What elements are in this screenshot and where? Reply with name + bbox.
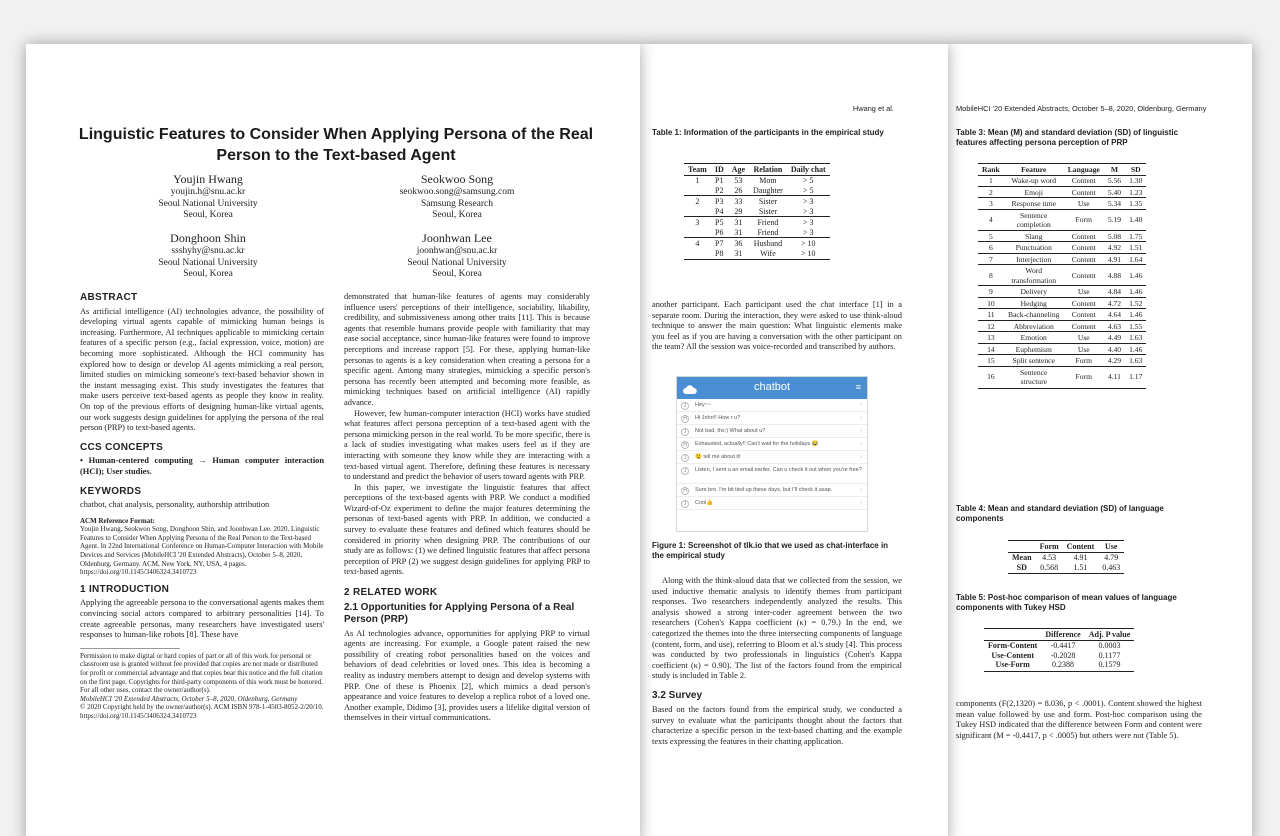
table-cell: 8: [978, 265, 1004, 286]
table-cell: Friend: [749, 217, 787, 228]
introduction-text: Applying the agreeable persona to the conversational agents makes them convincing social actors compared to arbitrary personalities [14]. To create agreeable personas, many researchers have investigated users' responses to human-like robots [8]. These have: [80, 598, 324, 640]
table-cell: Friend: [757, 227, 779, 237]
table-cell: Back-channeling: [1004, 309, 1064, 321]
table-cell: 12: [978, 320, 1004, 332]
table-header-row: [978, 164, 1146, 176]
table-cell: -0.4417: [1050, 641, 1076, 650]
table-cell: 1.40: [1125, 209, 1146, 230]
author-email: joonhwan@snu.ac.kr: [416, 246, 498, 256]
table-cell: 5.40: [1104, 186, 1125, 198]
table-cell: 4.72: [1104, 297, 1125, 309]
table-row: [684, 186, 830, 196]
avatar: J: [681, 500, 689, 508]
table-3-body: [978, 176, 1146, 389]
table-header-cell: [1008, 541, 1036, 553]
table-cell: Mom: [759, 176, 777, 185]
body-paragraph: However, few human-computer interaction (HCI) works have studied what features affect persona perception of a text-based agent with the persona mimicking person in the real world. To be more specific, there is a lack of studies investigating what makes users feel as if they are interacting with someone they know while they are interacting with a text-based virtual agent. Therefore, defining these features is necessary to understand and predict the behavior of users toward agents with PRP.: [344, 408, 590, 482]
introduction-heading: 1 INTRODUCTION: [80, 583, 170, 595]
body-paragraph: Based on the factors found from the empirical study, we conducted a survey to evaluate what the participants thought about the factors that characterize a specific person in the text-based chatting and the example texts expressing the features in their chatting application.: [652, 704, 902, 746]
table-header-cell: Language: [1064, 164, 1104, 176]
table-cell: 16: [978, 366, 1004, 388]
table-header-cell: Rank: [978, 164, 1004, 176]
table-header-cell: Age: [728, 164, 749, 176]
table-3-caption: Table 3: Mean (M) and standard deviation (SD) of linguistic features affecting persona perception of PRP: [956, 128, 1179, 147]
table-row: [978, 286, 1146, 298]
table-header-cell: Content: [1063, 541, 1099, 553]
table-cell: Punctuation: [1004, 242, 1064, 254]
author-location: Seoul, Korea: [183, 210, 233, 220]
table-cell: P7: [711, 238, 728, 249]
table-cell: > 3: [787, 196, 830, 207]
table-cell: 4.91: [1073, 553, 1088, 562]
table-row: [978, 186, 1146, 198]
table-cell: Mean: [1012, 553, 1032, 562]
chat-message: [677, 451, 867, 464]
table-4-caption: Table 4: Mean and standard deviation (SD) of language components: [956, 504, 1164, 523]
table-cell: 11: [978, 309, 1004, 321]
table-cell: 2: [684, 196, 711, 207]
table-cell: 4: [978, 209, 1004, 230]
table-cell: Form: [1064, 355, 1104, 367]
table-cell: 9: [978, 286, 1004, 298]
table-cell: > 10: [787, 238, 830, 249]
table-row: [984, 641, 1134, 651]
author-block: [357, 231, 557, 281]
avatar: J: [681, 467, 689, 475]
figure-1-caption: Figure 1: Screenshot of tlk.io that we used as chat-interface in the empirical study: [652, 541, 889, 560]
author-email: seokwoo.song@samsung.com: [399, 187, 515, 197]
table-cell: 4.84: [1104, 286, 1125, 298]
author-location: Seoul, Korea: [183, 269, 233, 279]
chat-screenshot: [676, 376, 868, 532]
table-cell: 5.34: [1104, 198, 1125, 210]
author-name: Seokwoo Song: [420, 172, 494, 186]
table-cell: 3: [978, 198, 1004, 210]
abstract-text: As artificial intelligence (AI) technologies advance, the possibility of developing virtual agents capable of mimicking human beings is increasing. Furthermore, AI techniques applicable to mimicking certain features of a specific person (e.g., facial expression, voice, motion) are becoming more sophisticated. Although the HCI community has explored how to design or develop AI agents mimicking a real person, limited studies on mimicking someone's text-based behavior shown in the instant messaging exist. This study investigates the features that make users perceive text-based agents as people they know in reality. On top of the previous efforts of designing human-like virtual agents, our work suggests design guidelines for applying the persona of the real person (PRP) to text-based agents.: [80, 306, 324, 433]
table-cell: 3: [684, 217, 711, 228]
table-cell: 1.30: [1129, 176, 1143, 185]
table-cell: 6: [978, 242, 1004, 254]
table-cell: Daughter: [753, 185, 783, 195]
table-cell: Content: [1064, 320, 1104, 332]
table-header-cell: Daily chat: [787, 164, 830, 176]
table-header-row: [984, 629, 1134, 641]
table-cell: Interjection: [1004, 253, 1064, 265]
paper-title: Linguistic Features to Consider When Applying Persona of the Real Person to the Text-based Agent: [78, 126, 594, 164]
table-cell: P3: [711, 196, 728, 207]
table-cell: Husband: [749, 238, 787, 249]
menu-icon[interactable]: ≡: [855, 382, 861, 392]
table-cell: Use: [1064, 332, 1104, 344]
author-name: Joonhwan Lee: [422, 231, 492, 245]
table-cell: Content: [1064, 242, 1104, 254]
table-row: [978, 242, 1146, 254]
chat-message-text: Exhausted, actually!! Can't wait for the holidays 😂: [695, 441, 819, 447]
table-row: [1008, 553, 1124, 563]
table-row: [684, 196, 830, 207]
paper-page-2: [640, 44, 948, 836]
table-cell: 4.92: [1104, 242, 1125, 254]
table-row: [684, 238, 830, 249]
table-cell: 4.91: [1104, 253, 1125, 265]
table-cell: P5: [711, 217, 728, 228]
table-cell: Euphemism: [1004, 343, 1064, 355]
table-cell: 4.79: [1104, 553, 1119, 562]
table-row: [1008, 563, 1124, 574]
table-cell: Use: [1064, 198, 1104, 210]
chevron-icon: ›: [860, 402, 862, 408]
table-row: [978, 309, 1146, 321]
table-cell: > 5: [803, 185, 814, 195]
table-cell: Form-Content: [988, 641, 1038, 650]
table-cell: 4: [684, 238, 711, 249]
table-cell: 0.1579: [1085, 660, 1135, 671]
chevron-icon: ›: [860, 500, 862, 506]
ccs-heading: CCS CONCEPTS: [80, 441, 164, 453]
table-row: [978, 355, 1146, 367]
author-org: Samsung Research: [420, 198, 494, 209]
table-cell: 15: [978, 355, 1004, 367]
table-cell: > 3: [803, 227, 814, 237]
author-org: Seoul National University: [158, 198, 258, 209]
table-header-cell: Feature: [1004, 164, 1064, 176]
table-cell: Use: [1064, 286, 1104, 298]
table-cell: Emotion: [1004, 332, 1064, 344]
author-name: Donghoon Shin: [170, 231, 246, 245]
table-cell: 1.46: [1125, 309, 1146, 321]
table-cell: 1.35: [1125, 198, 1146, 210]
table-cell: > 3: [787, 217, 830, 228]
table-cell: P1: [715, 176, 724, 185]
table-cell: Hedging: [1004, 297, 1064, 309]
chevron-icon: ›: [860, 415, 862, 421]
table-cell: [684, 228, 711, 238]
table-cell: Use-Content: [991, 650, 1034, 660]
table-4: [1008, 540, 1124, 574]
table-cell: 14: [978, 343, 1004, 355]
table-row: [684, 228, 830, 238]
table-cell: 1: [695, 176, 700, 185]
author-location: Seoul, Korea: [432, 269, 482, 279]
body-paragraph: In this paper, we investigate the linguistic features that affect perceptions of the text-based agents with PRP. We conduct a modified Wizard-of-Oz experiment to define the major features determining the personas of text-based agents with PRP. In addition, we conducted a survey to evaluate these features and defined which features should be considered in priority when designing PRP. The contributions of our study are as follows: (1) we defined linguistic features that affect persona perception of PRP (2) we suggest design guidelines for applying PRP to text-based agents.: [344, 482, 590, 577]
permission-text: Permission to make digital or hard copies of part or all of this work for personal or classroom use is granted without fee provided that copies are not made or distributed for profit or commercial advantage and that copies bear this notice and the full citation on the first page. Copyrights for third-party components of this work must be honored. For all other uses, contact the owner/author(s).: [80, 651, 323, 695]
running-head: Hwang et al.: [852, 104, 894, 113]
table-cell: Sentence structure: [1004, 366, 1064, 388]
table-cell: 10: [978, 297, 1004, 309]
table-row: [978, 366, 1146, 388]
author-org: Seoul National University: [158, 257, 258, 268]
author-email: youjin.h@snu.ac.kr: [170, 187, 246, 197]
body-paragraph: components (F(2,1320) = 8.036, p < .0001). Content showed the highest mean value followed by use and form. Post-hoc comparison using the Tukey HSD indicated that the difference between Form and content were significant (M = -0.4417, p < .0005) but others were not (Table 5).: [956, 699, 1202, 740]
avatar: J: [681, 454, 689, 462]
table-cell: 0.0003: [1098, 641, 1121, 650]
table-cell: 4.53: [1042, 553, 1057, 562]
table-cell: [684, 207, 711, 217]
table-cell: Content: [1064, 230, 1104, 242]
table-cell: 0.1177: [1098, 650, 1121, 660]
paper-page-1: [26, 44, 640, 836]
table-cell: 29: [734, 206, 743, 216]
table-cell: P8: [711, 249, 728, 260]
table-cell: 1.17: [1125, 366, 1146, 388]
table-cell: 1.23: [1125, 186, 1146, 198]
table-cell: > 3: [803, 206, 814, 216]
table-cell: P4: [715, 206, 724, 216]
chat-message: [677, 438, 867, 451]
table-cell: Use-Form: [984, 660, 1041, 671]
table-cell: 5: [978, 230, 1004, 242]
author-block: [108, 172, 308, 222]
chevron-icon: ›: [860, 428, 862, 434]
table-row: [978, 297, 1146, 309]
table-cell: 33: [728, 196, 749, 207]
table-cell: Content: [1064, 265, 1104, 286]
table-cell: Content: [1064, 186, 1104, 198]
table-header-cell: Difference: [1041, 629, 1084, 641]
table-cell: 1.46: [1125, 343, 1146, 355]
table-cell: 1.63: [1125, 332, 1146, 344]
table-cell: Content: [1064, 253, 1104, 265]
table-cell: P6: [715, 227, 724, 237]
table-cell: Form: [1064, 209, 1104, 230]
chat-message: [677, 464, 867, 484]
author-email: ssshyhy@snu.ac.kr: [171, 246, 245, 256]
table-row: [684, 176, 830, 186]
table-cell: Sister: [758, 206, 778, 216]
table-row: [684, 217, 830, 228]
abstract-heading: ABSTRACT: [80, 292, 138, 303]
table-cell: [684, 249, 711, 260]
table-cell: 31: [728, 249, 749, 260]
table-row: [978, 343, 1146, 355]
left-column: [80, 288, 324, 721]
table-header-cell: M: [1104, 164, 1125, 176]
table-row: [978, 230, 1146, 242]
table-cell: 1.75: [1125, 230, 1146, 242]
table-cell: Emoji: [1004, 186, 1064, 198]
table-row: [978, 176, 1146, 187]
table-cell: Content: [1071, 176, 1096, 185]
table-cell: 26: [734, 185, 743, 195]
avatar: H: [681, 415, 689, 423]
chat-message-text: Sure bro, I'm bit tied up these days, but I'll check it asap.: [695, 487, 833, 493]
reference-format-text: Youjin Hwang, Seokwoo Song, Donghoon Shin, and Joonhwan Lee. 2020. Linguistic Features to Consider When Applying Persona of the Real Person to the Text-based Agent. In 22nd International Conference on Human-Computer Interaction with Mobile Devices and Services (MobileHCI '20 Extended Abstracts), October 5–8, 2020, Oldenburg, Germany. ACM, New York, NY, USA, 4 pages. https://doi.org/10.1145/3406324.3410723: [80, 525, 324, 577]
table-cell: Sister: [749, 196, 787, 207]
body-paragraph: another participant. Each participant used the chat interface [1] in a separate room. During the interaction, they were asked to use think-aloud technique to answer the main question: What linguistic elements make you feel as if you are having a conversation with the other participant on the team? All the session was voice-recorded and transcribed by authors.: [652, 300, 902, 352]
table-cell: Use: [1064, 343, 1104, 355]
table-cell: Content: [1064, 309, 1104, 321]
permission-copyright: © 2020 Copyright held by the owner/author(s). ACM ISBN 978-1-4503-8052-2/20/10. https://doi.org/10.1145/3406324.3410723: [80, 703, 324, 720]
table-cell: 31: [728, 217, 749, 228]
table-cell: 4.29: [1104, 355, 1125, 367]
table-row: [984, 651, 1134, 661]
running-head: MobileHCI '20 Extended Abstracts, October 5–8, 2020, Oldenburg, Germany: [956, 104, 1207, 113]
table-cell: Delivery: [1004, 286, 1064, 298]
table-header-cell: SD: [1125, 164, 1146, 176]
related-work-heading: 2 RELATED WORK: [344, 587, 438, 599]
table-cell: 4.49: [1104, 332, 1125, 344]
table-cell: 5.56: [1107, 176, 1122, 185]
table-row: [978, 209, 1146, 230]
author-name: Youjin Hwang: [173, 172, 243, 186]
author-block: [108, 231, 308, 281]
table-row: [684, 207, 830, 217]
table-cell: Form: [1064, 366, 1104, 388]
chat-title: chatbot: [753, 381, 791, 393]
table-cell: 4.40: [1104, 343, 1125, 355]
chat-message-text: Cool👍: [695, 500, 714, 506]
table-row: [978, 320, 1146, 332]
table-cell: 0.568: [1036, 563, 1063, 574]
chat-header: [677, 377, 867, 399]
table-cell: [684, 186, 711, 196]
table-cell: SD: [1008, 563, 1036, 574]
table-cell: 4.63: [1104, 320, 1125, 332]
chat-message-text: Not bad, thx:) What about u?: [695, 428, 766, 434]
right-column: [652, 576, 902, 747]
table-cell: 4.11: [1104, 366, 1125, 388]
author-org: Seoul National University: [407, 257, 507, 268]
table-header-cell: ID: [711, 164, 728, 176]
chat-message: [677, 497, 867, 510]
table-header-cell: [984, 629, 1041, 641]
table-cell: P2: [715, 185, 724, 195]
section-2-1-text: As AI technologies advance, opportunities for applying PRP to virtual agents are increasing. For example, a Google patent raised the new possibility of creating robot personalities based on the voices and behaviors of dead celebrities or loved ones. This idea is becoming a reality as industry members attempt to design and develop systems with PRP. One of these is Phoenix [2], which mimics a dead person's appearance and voice features to develop a replica robot of a loved one. Another example, Didimo [3], provides users a lifelike digital version of themselves in their virtual communications.: [344, 628, 590, 723]
table-header-row: [1008, 541, 1124, 553]
table-header-cell: Adj. P value: [1085, 629, 1135, 641]
chevron-icon: ›: [860, 454, 862, 460]
table-5-caption: Table 5: Post-hoc comparison of mean values of language components with Tukey HSD: [956, 593, 1177, 612]
table-row: [684, 249, 830, 260]
table-cell: 1.51: [1125, 242, 1146, 254]
avatar: H: [681, 441, 689, 449]
chat-message-text: Hey~~: [695, 402, 712, 408]
table-cell: Wake-up word: [1011, 176, 1057, 185]
chat-message-text: Hi John!! How r u?: [695, 415, 741, 421]
table-cell: Sentence completion: [1004, 209, 1064, 230]
table-1: [684, 163, 830, 260]
author-location: Seoul, Korea: [432, 210, 482, 220]
table-cell: > 10: [787, 249, 830, 260]
table-cell: Word transformation: [1004, 265, 1064, 286]
body-paragraph: demonstrated that human-like features of agents may considerably influence users' perceptions of their intelligence, sociability, likability, credibility, and submissiveness among other traits [11]. This is because agents that resemble humans provide people with familiarity that may ease social acceptance, since human-like features were found to improve perceptions and increase rapport [5]. For these, applying human-like personas to agents is a key consideration when creating a persona for a specific agent. Among many strategies, mimicking a specific person's persona has recently been attempted and becoming more feasible, as mimicking techniques based on artificial intelligence (AI) rapidly advance.: [344, 292, 590, 407]
table-cell: 5.08: [1104, 230, 1125, 242]
table-row: [978, 198, 1146, 210]
table-cell: Wife: [749, 249, 787, 260]
chat-message-text: Listen, I sent u an email earlier. Can u check it out when you're free?: [695, 467, 862, 473]
section-3-2-heading: 3.2 Survey: [652, 689, 703, 701]
table-cell: 0.463: [1098, 563, 1124, 574]
table-header-cell: Form: [1036, 541, 1063, 553]
footnote-divider: [80, 648, 180, 649]
author-block: [357, 172, 557, 222]
table-cell: 1: [988, 176, 993, 185]
table-row: [978, 253, 1146, 265]
chat-message: [677, 412, 867, 425]
table-cell: 13: [978, 332, 1004, 344]
table-cell: 1.52: [1125, 297, 1146, 309]
keywords-text: chatbot, chat analysis, personality, authorship attribution: [80, 500, 270, 510]
chat-message: [677, 484, 867, 497]
table-1-caption: Table 1: Information of the participants in the empirical study: [652, 128, 884, 137]
permission-venue: MobileHCI '20 Extended Abstracts, October 5–8, 2020, Oldenburg, Germany: [80, 694, 298, 703]
table-3: [978, 163, 1146, 389]
keywords-heading: KEYWORDS: [80, 485, 142, 497]
paper-page-3: [948, 44, 1252, 836]
right-column: [344, 292, 590, 724]
table-cell: > 5: [803, 176, 814, 185]
table-cell: 4.64: [1104, 309, 1125, 321]
table-row: [978, 332, 1146, 344]
table-cell: 1.63: [1125, 355, 1146, 367]
table-header-cell: Team: [684, 164, 711, 176]
chat-message: [677, 399, 867, 412]
table-row: [978, 265, 1146, 286]
table-cell: Abbreviation: [1004, 320, 1064, 332]
table-5: [984, 628, 1134, 672]
chat-message-text: 😉 tell me about it!: [695, 454, 741, 460]
table-cell: 1.46: [1125, 286, 1146, 298]
chevron-icon: ›: [860, 487, 862, 493]
chevron-icon: ›: [860, 441, 862, 447]
table-cell: Slang: [1004, 230, 1064, 242]
table-cell: 1.64: [1125, 253, 1146, 265]
table-cell: 53: [734, 176, 743, 185]
table-cell: 1.55: [1125, 320, 1146, 332]
table-cell: 31: [734, 227, 743, 237]
section-2-1-heading: 2.1 Opportunities for Applying Persona of a Real Person (PRP): [344, 601, 575, 625]
table-row: [984, 660, 1134, 671]
table-cell: 2: [978, 186, 1004, 198]
body-paragraph: Along with the think-aloud data that we collected from the session, we used inductive thematic analysis to identify themes from participant responses. Two researchers independently analyzed the results. This analysis showed a strong inter-coder agreement between the two researchers (Cohen's Kappa coefficient (κ) = 0.79.) In the end, we categorized the themes into the three intersecting components of language (content, form, and use), referring to Bloom et al.'s study [4]. This process was conducted by two professionals in linguistics (Cohen's Kappa coefficient (κ) = 0.90). The list of the factors found from the empirical study is included in Table 2.: [652, 576, 902, 681]
ccs-text: • Human-centered computing → Human computer interaction (HCI); User studies.: [80, 456, 324, 476]
table-cell: Response time: [1004, 198, 1064, 210]
table-cell: -0.2028: [1050, 650, 1076, 660]
table-cell: 0.2388: [1041, 660, 1084, 671]
table-cell: 1.51: [1063, 563, 1099, 574]
table-header-cell: Use: [1098, 541, 1124, 553]
chat-message: [677, 425, 867, 438]
avatar: J: [681, 428, 689, 436]
table-cell: Split sentence: [1004, 355, 1064, 367]
reference-format-heading: ACM Reference Format:: [80, 516, 155, 525]
table-header-cell: Relation: [749, 164, 787, 176]
table-cell: 1.46: [1125, 265, 1146, 286]
table-header-row: [684, 164, 830, 176]
table-cell: 5.19: [1104, 209, 1125, 230]
avatar: J: [681, 402, 689, 410]
table-cell: 4.88: [1104, 265, 1125, 286]
avatar: H: [681, 487, 689, 495]
table-cell: 36: [728, 238, 749, 249]
table-cell: Content: [1064, 297, 1104, 309]
table-cell: 7: [978, 253, 1004, 265]
